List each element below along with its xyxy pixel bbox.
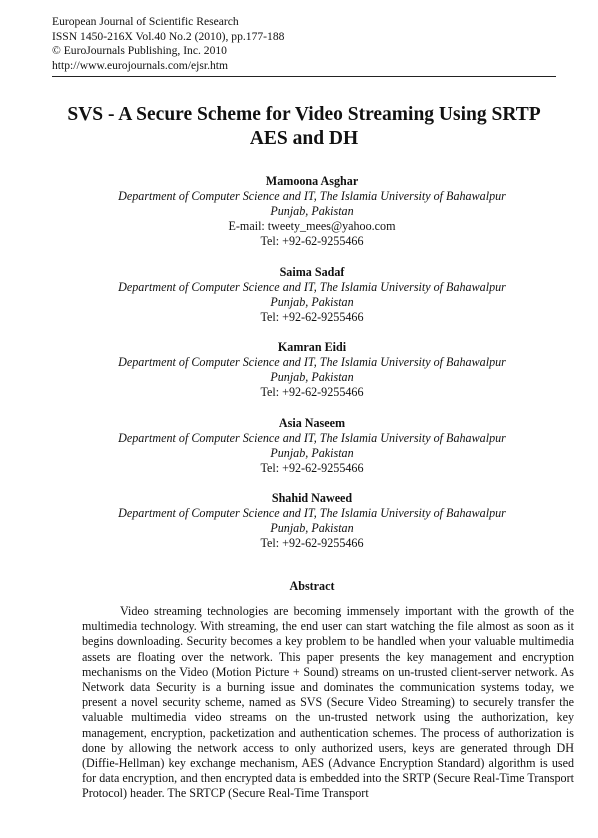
author-tel: Tel: +92-62-9255466 xyxy=(260,536,364,551)
author-department: Department of Computer Science and IT, The Islamia University of Bahawalpur xyxy=(118,355,506,370)
author-block xyxy=(52,174,572,249)
author-block xyxy=(52,265,572,325)
paper-title xyxy=(52,103,556,151)
author-block xyxy=(52,340,572,400)
author-name: Mamoona Asghar xyxy=(265,174,359,188)
author-department: Department of Computer Science and IT, The Islamia University of Bahawalpur xyxy=(118,189,506,204)
author-name: Kamran Eidi xyxy=(277,340,347,355)
author-tel: Tel: +92-62-9255466 xyxy=(260,385,364,400)
title-line-1: SVS - A Secure Scheme for Video Streaming Using SRTP xyxy=(67,104,541,125)
journal-name: European Journal of Scientific Research xyxy=(52,15,239,28)
author-location: Punjab, Pakistan xyxy=(270,370,354,385)
author-block xyxy=(52,491,572,551)
author-name: Shahid Naweed xyxy=(271,490,353,505)
author-department: Department of Computer Science and IT, The Islamia University of Bahawalpur xyxy=(118,279,506,294)
author-tel: Tel: +92-62-9255466 xyxy=(260,309,364,324)
header-divider xyxy=(52,76,556,77)
title-line-2: AES and DH xyxy=(249,128,359,149)
abstract-body: Video streaming technologies are becoming immensely important with the growth of the multimedia technology. With streaming, the end user can start watching the file almost as soon as it begins downloading. Security becomes a key problem to be handled when your valuable multimedia assets are floating over the network. This paper presents the key management and encryption mechanisms on the Video (Motion Picture + Sound) streams on un-trusted client-server network. As Network data Security is a burning issue and dominates the communication systems today, we present a novel security scheme, named as SVS (Secure Video Streaming) to securely transfer the valuable multimedia video streams on the un-trusted network using the authorization, key management, encryption, packetization and authentication schemes. The process of authorization is done by allowing the network access to only authorized users, keys are generated through DH (Diffie-Hellman) key exchange mechanism, AES (Advance Encryption Standard) algorithm is used for data encryption, and then encrypted data is embedded into the SRTP (Secure Real-Time Transport Protocol) header. The SRTCP (Secure Real-Time Transport xyxy=(82,604,574,801)
author-block xyxy=(52,416,572,476)
author-name: Asia Naseem xyxy=(278,415,346,430)
author-tel: Tel: +92-62-9255466 xyxy=(260,460,364,475)
author-tel: Tel: +92-62-9255466 xyxy=(260,234,364,249)
author-location: Punjab, Pakistan xyxy=(270,294,354,309)
journal-url: http://www.eurojournals.com/ejsr.htm xyxy=(52,58,229,72)
author-name: Saima Sadaf xyxy=(279,264,345,279)
abstract-heading: Abstract xyxy=(289,579,335,593)
author-department: Department of Computer Science and IT, The Islamia University of Bahawalpur xyxy=(118,430,506,445)
journal-issn: ISSN 1450-216X Vol.40 No.2 (2010), pp.177-188 xyxy=(52,29,285,43)
author-list xyxy=(52,174,572,566)
author-email: E-mail: tweety_mees@yahoo.com xyxy=(228,219,396,234)
author-department: Department of Computer Science and IT, The Islamia University of Bahawalpur xyxy=(118,506,506,521)
author-location: Punjab, Pakistan xyxy=(270,521,354,536)
author-location: Punjab, Pakistan xyxy=(270,445,354,460)
journal-copyright: © EuroJournals Publishing, Inc. 2010 xyxy=(52,44,227,57)
author-location: Punjab, Pakistan xyxy=(270,204,354,219)
journal-header xyxy=(52,15,284,73)
